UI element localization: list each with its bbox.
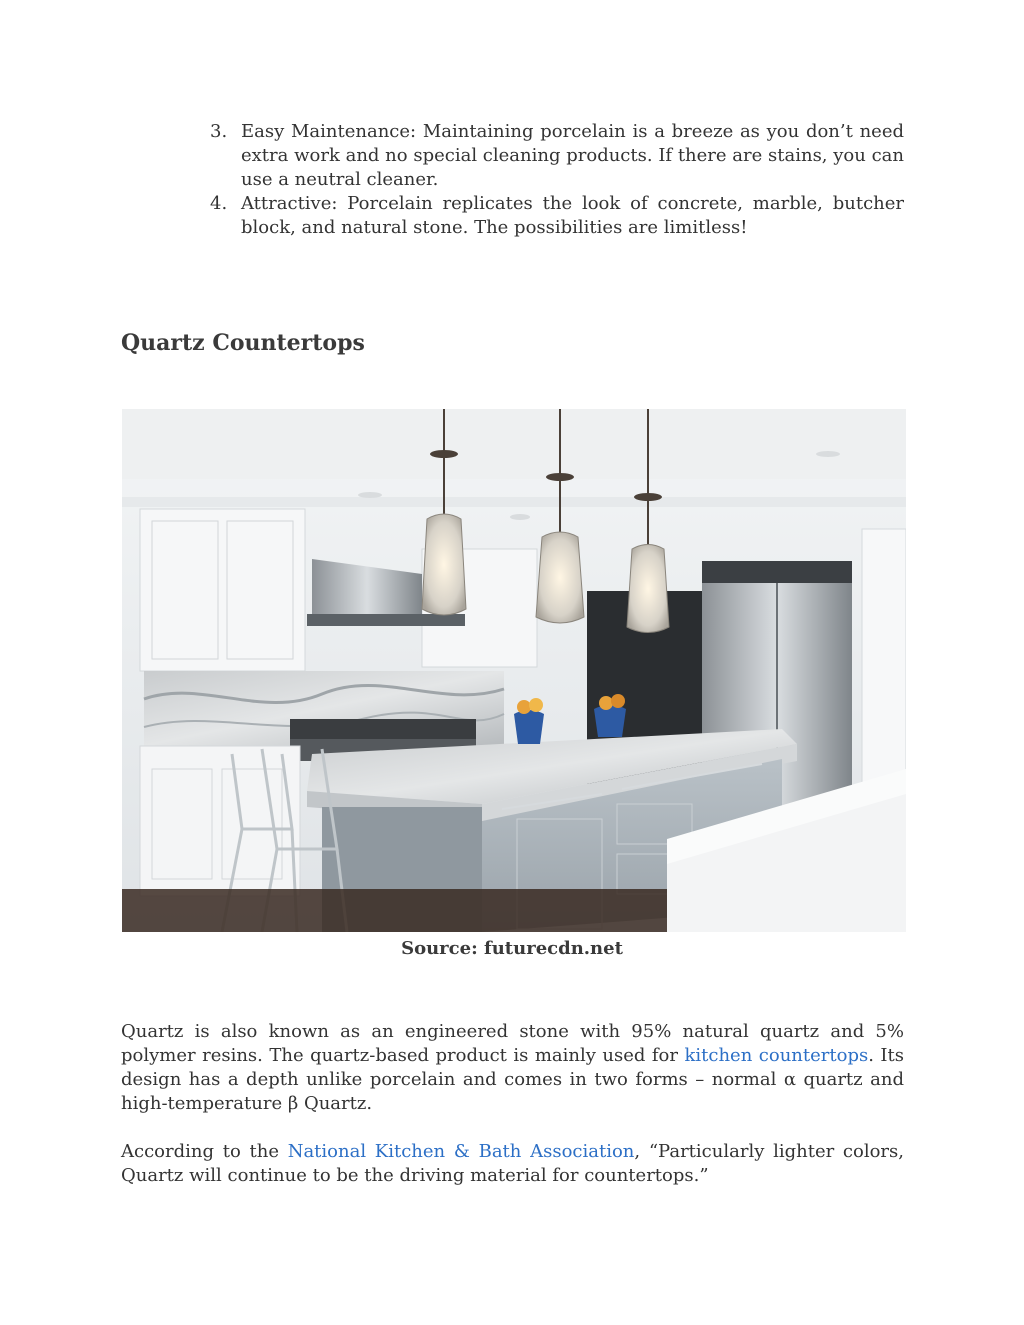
kitchen-countertops-link[interactable]: kitchen countertops: [684, 1045, 869, 1066]
section-title: Quartz Countertops: [121, 330, 365, 356]
list-item-number: 3.: [210, 121, 228, 142]
list-item-text: Easy Maintenance: Maintaining porcelain is a breeze as you don’t need extra work and no special cleaning products. If there are stains, you can use a neutral cleaner.: [241, 121, 904, 190]
nkba-paragraph: [121, 1140, 904, 1188]
figure-caption: Source: futurecdn.net: [401, 938, 623, 959]
nkba-link[interactable]: National Kitchen & Bath Association: [287, 1141, 635, 1162]
paragraph-text: . Its design has a depth unlike porcelain and comes in two forms – normal α quartz and high-temperature β Quartz.: [121, 1045, 905, 1114]
quartz-paragraph: [121, 1020, 904, 1116]
paragraph-text: , “Particularly lighter colors, Quartz will continue to be the driving material for countertops.”: [121, 1141, 904, 1186]
list-item-number: 4.: [210, 193, 228, 214]
list-item: [210, 192, 904, 240]
list-item: [210, 120, 904, 192]
kitchen-photo: [122, 409, 906, 932]
kitchen-illustration: [122, 409, 906, 932]
paragraph-text: According to the: [121, 1141, 288, 1162]
benefits-list: [210, 120, 904, 240]
list-item-text: Attractive: Porcelain replicates the look of concrete, marble, butcher block, and natural stone. The possibilities are limitless!: [241, 193, 904, 238]
paragraph-text: Quartz is also known as an engineered stone with 95% natural quartz and 5% polymer resins. The quartz-based product is mainly used for: [121, 1021, 904, 1066]
